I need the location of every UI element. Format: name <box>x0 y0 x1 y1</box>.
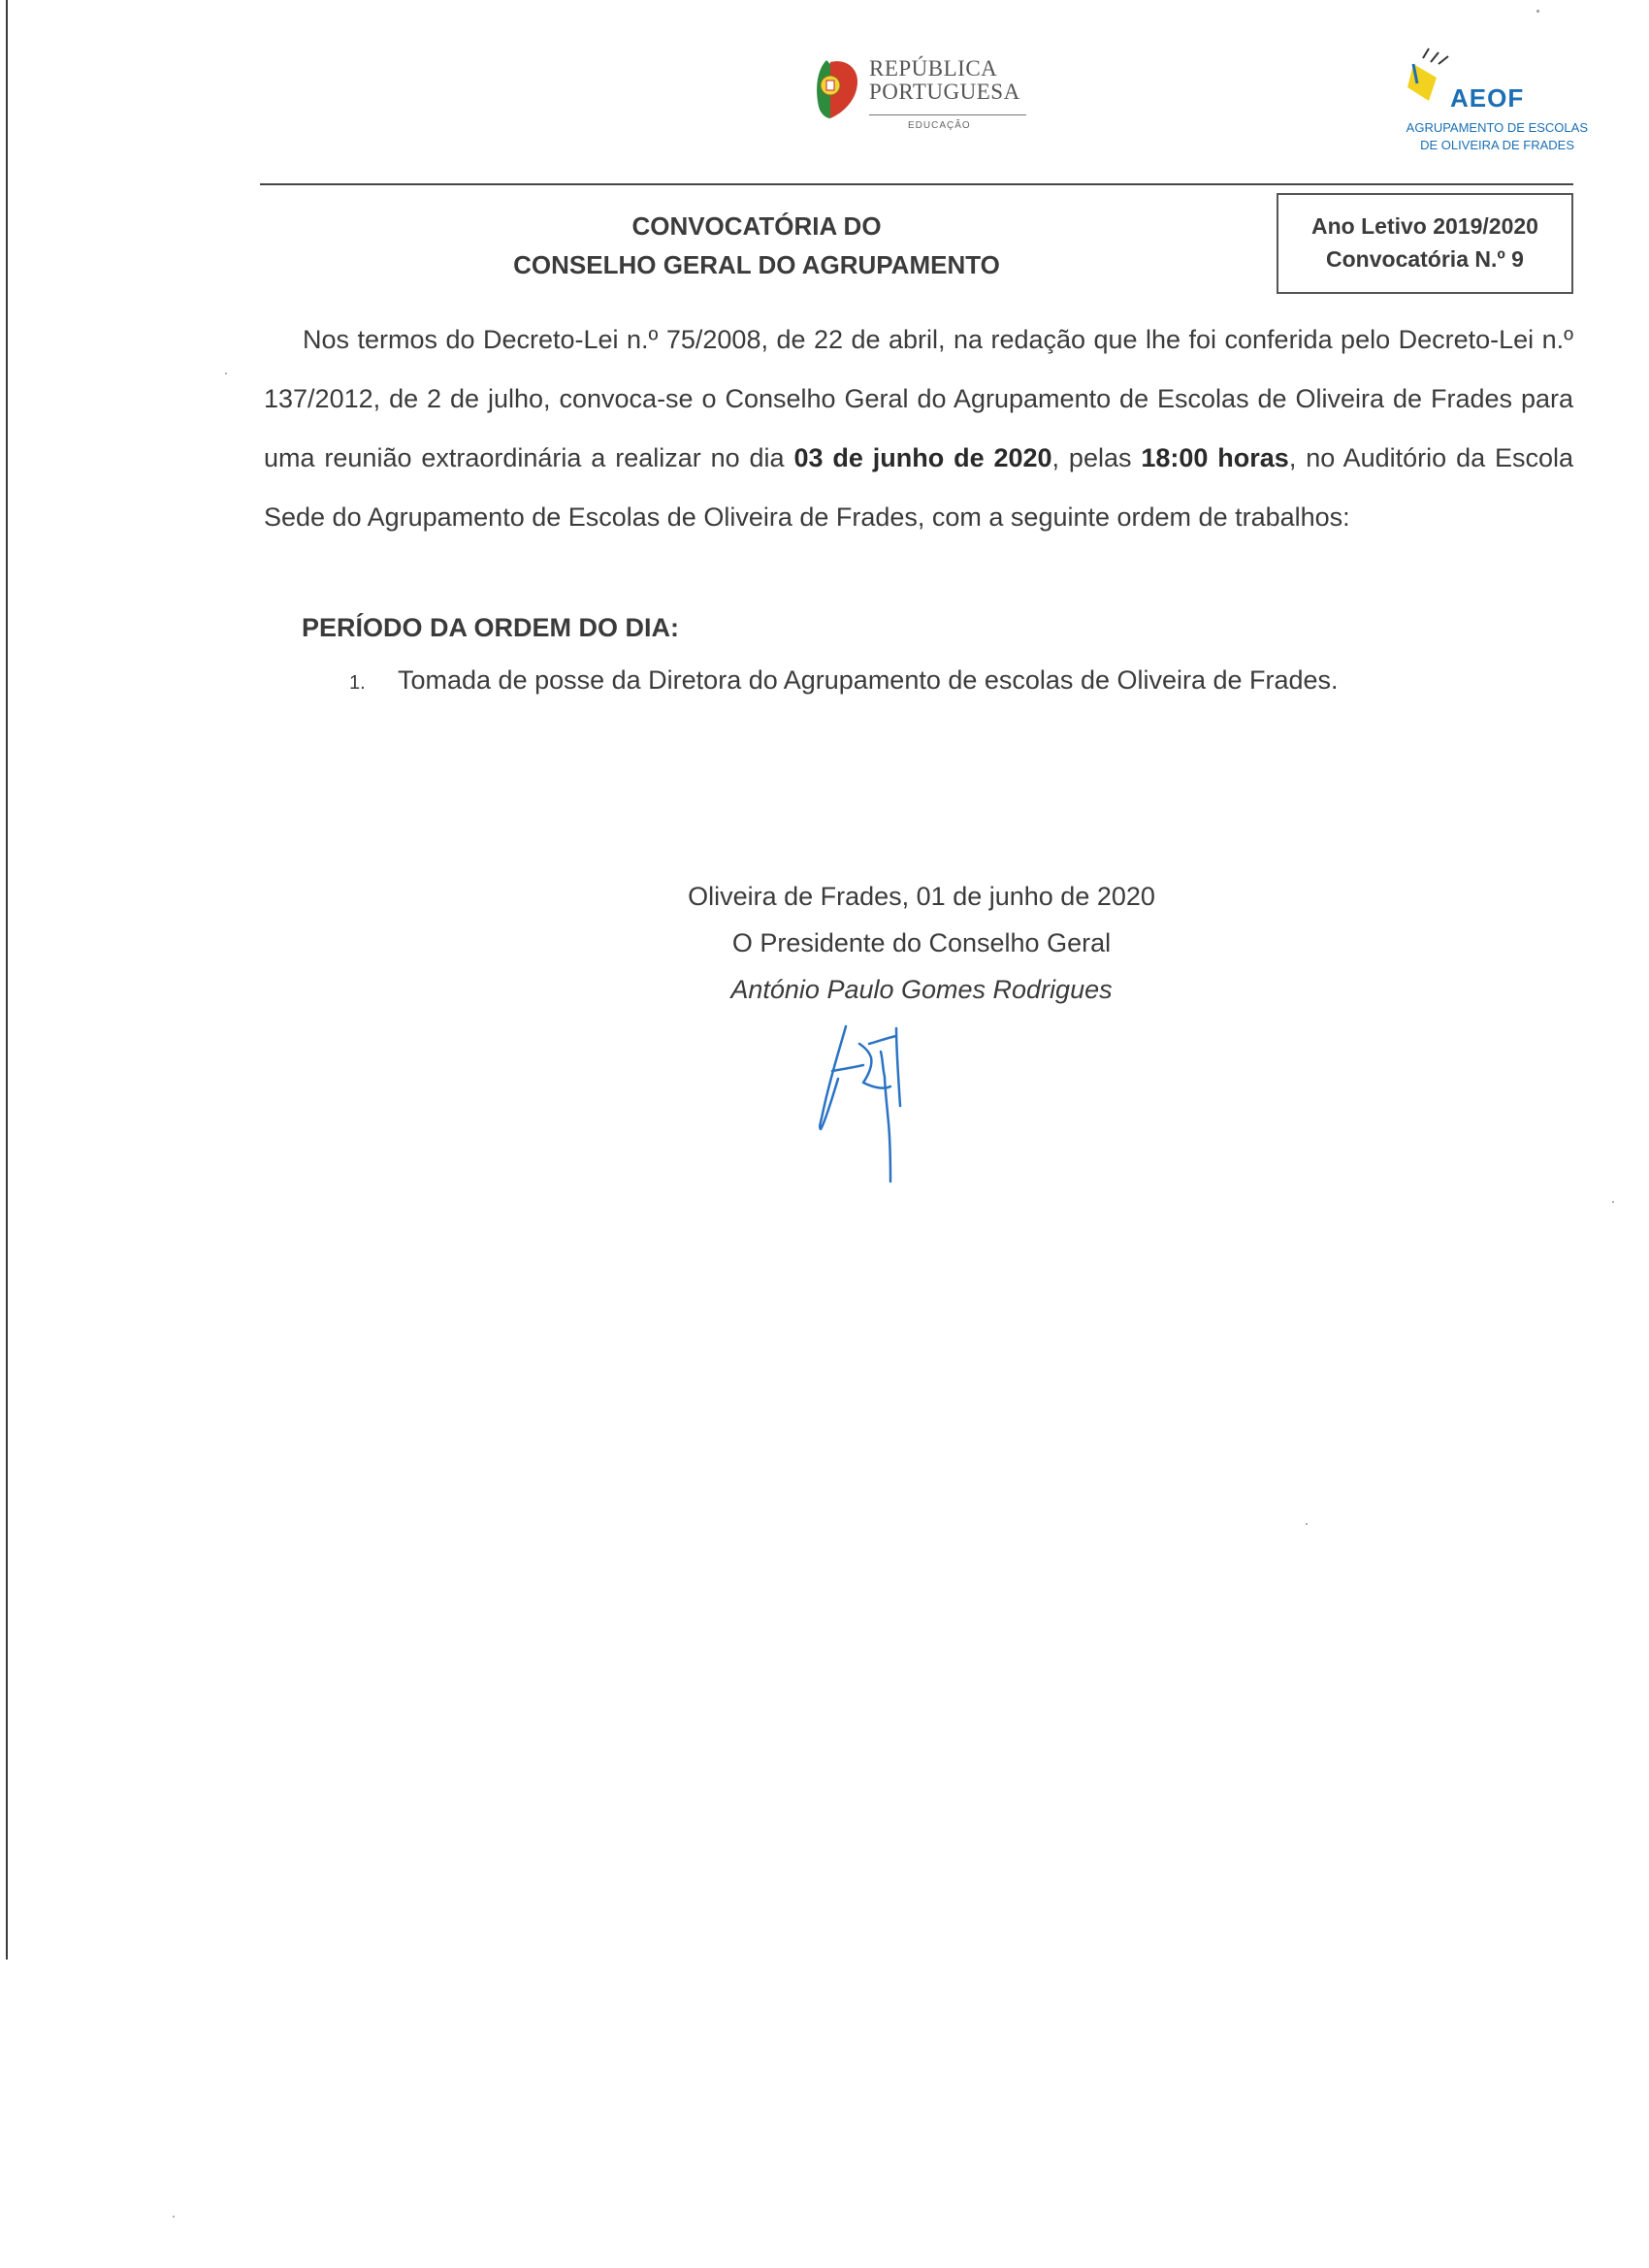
body-text-part3: , no Auditório da Escola Sede do Agrupamento de Escolas de Oliveira de Frades, com a seguinte ordem de trabalhos: <box>264 443 1574 532</box>
body-text-part2: , pelas <box>1051 443 1142 472</box>
gov-logo-rule <box>869 114 1026 115</box>
signatory-name: António Paulo Gomes Rodrigues <box>730 975 1113 1004</box>
school-name-line1: AGRUPAMENTO DE ESCOLAS <box>1406 120 1588 135</box>
scan-edge-line <box>6 0 8 1960</box>
agenda-item-text: Tomada de posse da Diretora do Agrupamento de escolas de Oliveira de Frades. <box>398 665 1339 695</box>
agenda-item <box>349 665 1339 696</box>
school-year: Ano Letivo 2019/2020 <box>1311 213 1538 239</box>
gov-logo-line2: PORTUGUESA <box>869 80 1020 104</box>
header-divider <box>260 183 1573 185</box>
signature-block <box>621 873 1222 1013</box>
meeting-date: 03 de junho de 2020 <box>793 443 1052 472</box>
signatory-role: O Presidente do Conselho Geral <box>731 928 1112 957</box>
school-name-line2: DE OLIVEIRA DE FRADES <box>1420 138 1574 152</box>
agenda-heading: PERÍODO DA ORDEM DO DIA: <box>302 613 680 642</box>
portuguese-republic-emblem-icon <box>813 56 861 120</box>
scan-speck <box>1536 10 1539 13</box>
agenda-item-number: 1. <box>349 672 366 694</box>
republica-portuguesa-logo <box>813 54 1036 142</box>
scan-speck <box>173 2216 175 2218</box>
scan-speck <box>225 373 227 374</box>
body-paragraph <box>264 310 1573 547</box>
gov-logo-line1: REPÚBLICA <box>869 56 998 81</box>
scan-speck <box>1306 1523 1308 1525</box>
meeting-time: 18:00 horas <box>1141 443 1289 472</box>
body-text-part1: Nos termos do Decreto-Lei n.º 75/2008, de 22 de abril, na redação que lhe foi conferida pelo Decreto-Lei n.º 137/2012, de 2 de julho, convoca-se o Conselho Geral do Agrupamento de Escolas de Oliveira de Frades para uma reunião extraordinária a realizar no dia <box>264 325 1573 472</box>
handwritten-signature <box>776 1009 970 1203</box>
place-and-date: Oliveira de Frades, 01 de junho de 2020 <box>688 882 1155 911</box>
convocation-number: Convocatória N.º 9 <box>1326 246 1524 272</box>
gov-logo-sub: EDUCAÇÃO <box>908 120 971 131</box>
title-line1: CONVOCATÓRIA DO <box>631 211 882 241</box>
aeof-abbreviation: AEOF <box>1450 83 1525 113</box>
document-title <box>466 207 1048 284</box>
scan-speck <box>1612 1201 1614 1203</box>
title-line2: CONSELHO GERAL DO AGRUPAMENTO <box>513 250 1000 279</box>
reference-box <box>1277 193 1573 294</box>
aeof-logo <box>1353 43 1586 159</box>
